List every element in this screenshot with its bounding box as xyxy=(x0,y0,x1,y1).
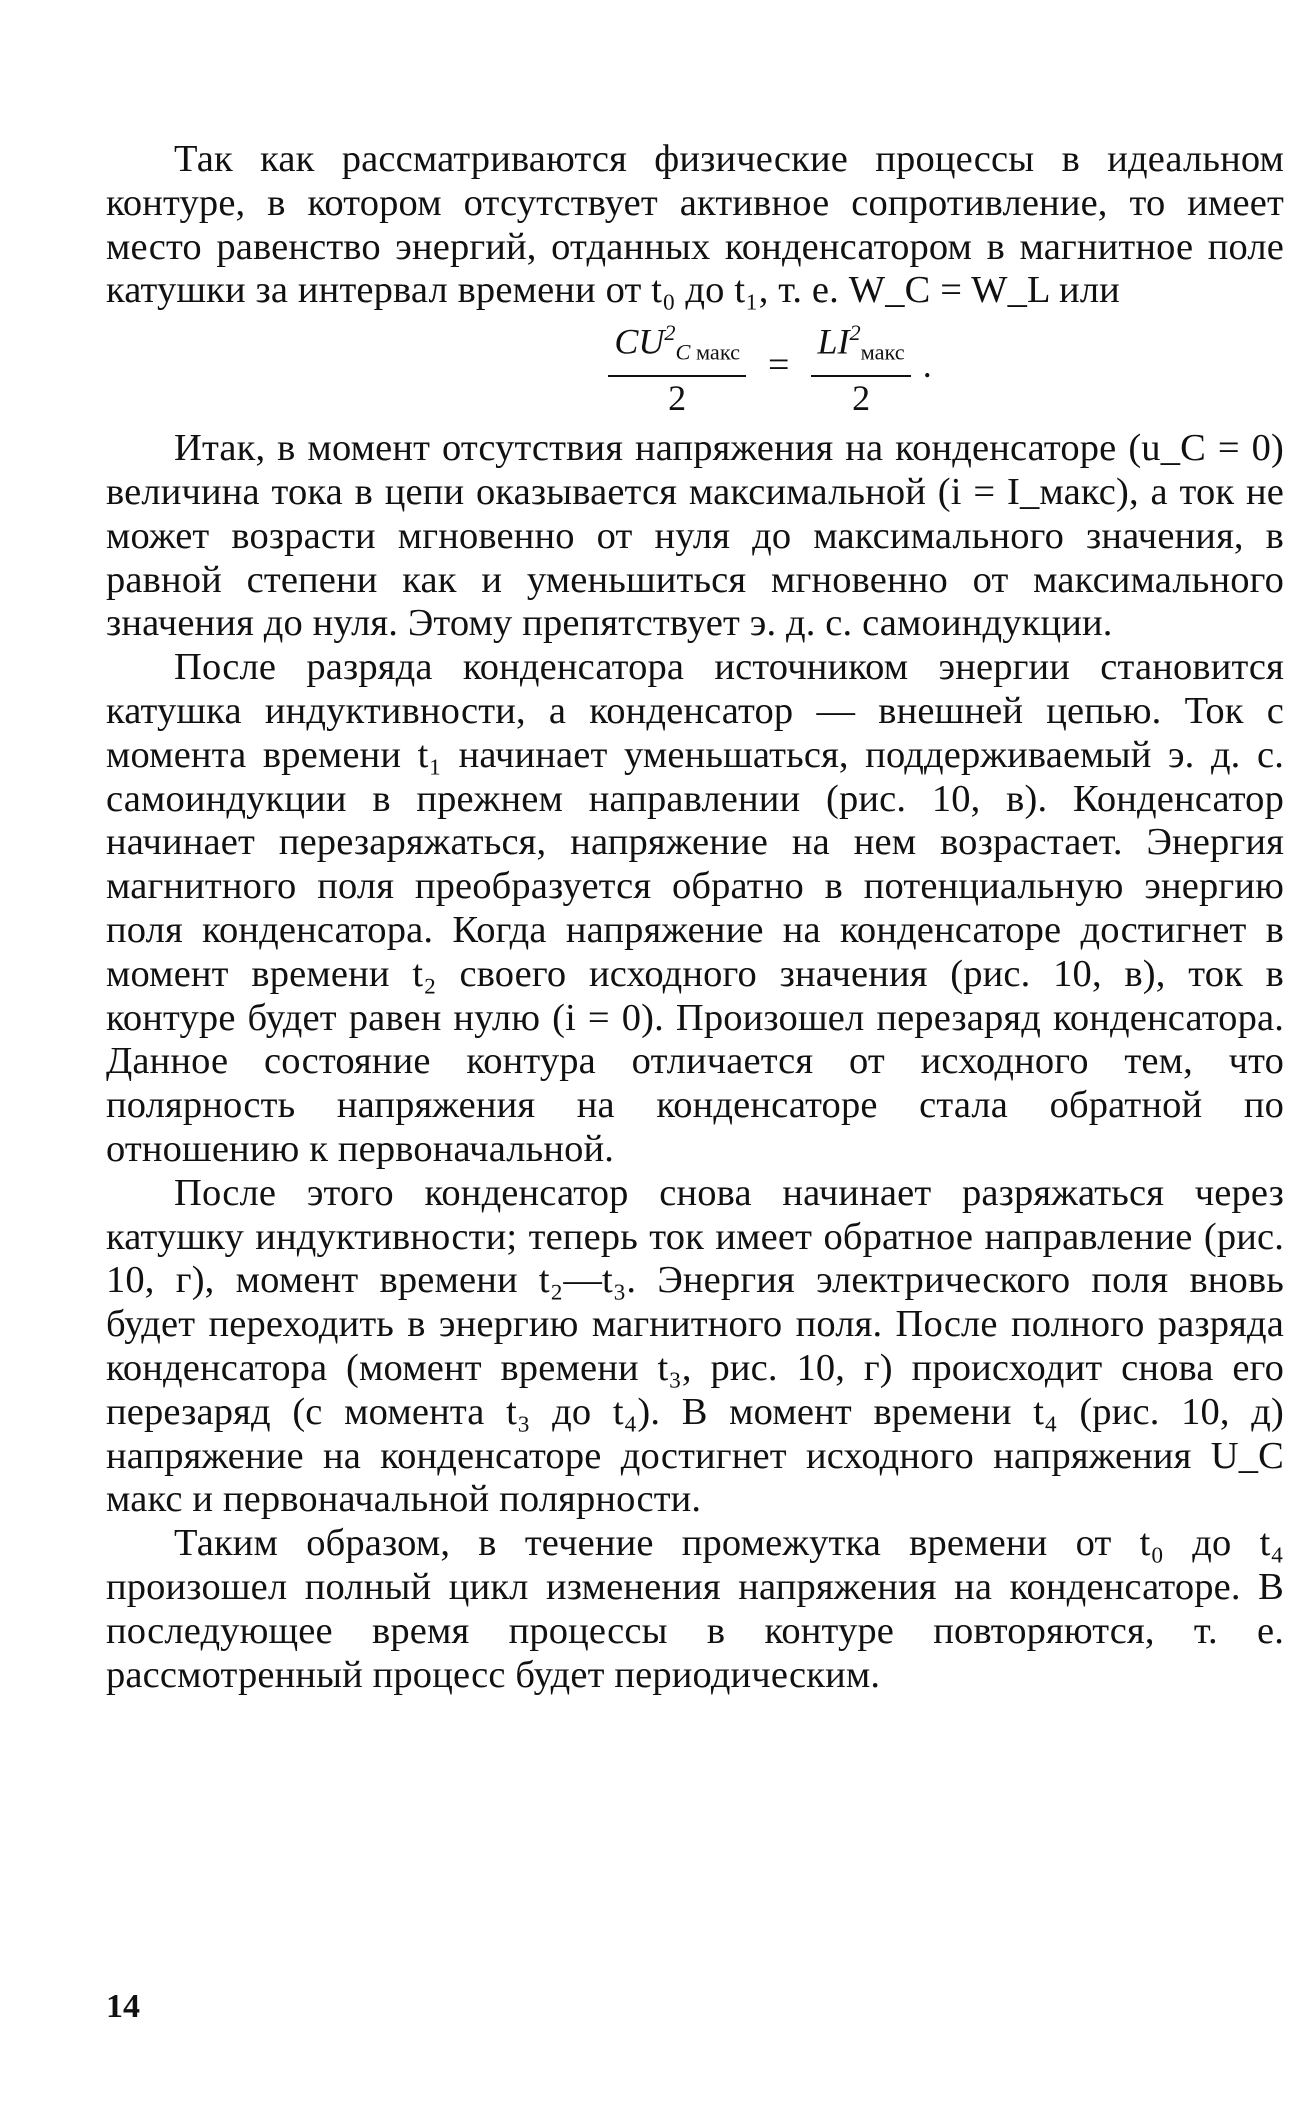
formula-left-denominator: 2 xyxy=(668,378,687,418)
paragraph-4: После этого конденсатор снова начинает разряжаться через катушку индуктивности; теперь ток имеет обратное направление (рис. 10, г), момент времени t₂—t₃. Энергия электрического поля вновь будет переходить в энергию магнитного поля. После полного разряда конденсатора (момент времени t₃, рис. 10, г) происходит снова его перезаряд (с момента t₃ до t₄). В момент времени t₄ (рис. 10, д) напряжение на конденсаторе достигнет исходного напряжения U_C макс и первоначальной полярности. xyxy=(106,1171,1284,1521)
paragraph-1: Так как рассматриваются физические процессы в идеальном контуре, в котором отсутствует активное сопротивление, то имеет место равенство энергий, отданных конденсатором в магнитное поле катушки за интервал времени от t₀ до t₁, т. е. W_C = W_L или xyxy=(106,138,1284,312)
formula-right-numerator: $LI^2_{макс}$ xyxy=(811,313,910,377)
formula-right-denominator: 2 xyxy=(852,378,871,418)
page-number: 14 xyxy=(106,1988,140,2025)
paragraph-3: После разряда конденсатора источником энергии становится катушка индуктивности, а конденсатор — внешней цепью. Ток с момента времени t₁ начинает уменьшаться, поддерживаемый э. д. с. самоиндукции в прежнем направлении (рис. 10, в). Конденсатор начинает перезаряжаться, напряжение на нем возрастает. Энергия магнитного поля преобразуется обратно в потенциальную энергию поля конденсатора. Когда напряжение на конденсаторе достигнет в момент времени t₂ своего исходного значения (рис. 10, в), ток в контуре будет равен нулю (i = 0). Произошел перезаряд конденсатора. Данное состояние контура отличается от исходного тем, что полярность напряжения на конденсаторе стала обратной по отношению к первоначальной. xyxy=(106,646,1284,1170)
paragraph-5: Таким образом, в течение промежутка времени от t₀ до t₄ произошел полный цикл изменения напряжения на конденсаторе. В последующее время процессы в контуре повторяются, т. е. рассмотренный процесс будет периодическим. xyxy=(106,1522,1284,1696)
energy-equation xyxy=(106,317,1284,418)
paragraph-2: Итак, в момент отсутствия напряжения на конденсаторе (u_C = 0) величина тока в цепи оказывается максимальной (i = I_макс), а ток не может возрасти мгновенно от нуля до максимального значения, в равной степени как и уменьшиться мгновенно от максимального значения до нуля. Этому препятствует э. д. с. самоиндукции. xyxy=(106,427,1284,645)
formula-equals-sign: = xyxy=(768,344,790,387)
formula-left-numerator: $CU^2C$ $_{макс}$ xyxy=(608,313,746,377)
formula-period: . xyxy=(922,345,932,386)
formula-left-fraction xyxy=(608,313,746,417)
text-column xyxy=(106,138,1284,1697)
formula-right-fraction xyxy=(811,313,910,417)
